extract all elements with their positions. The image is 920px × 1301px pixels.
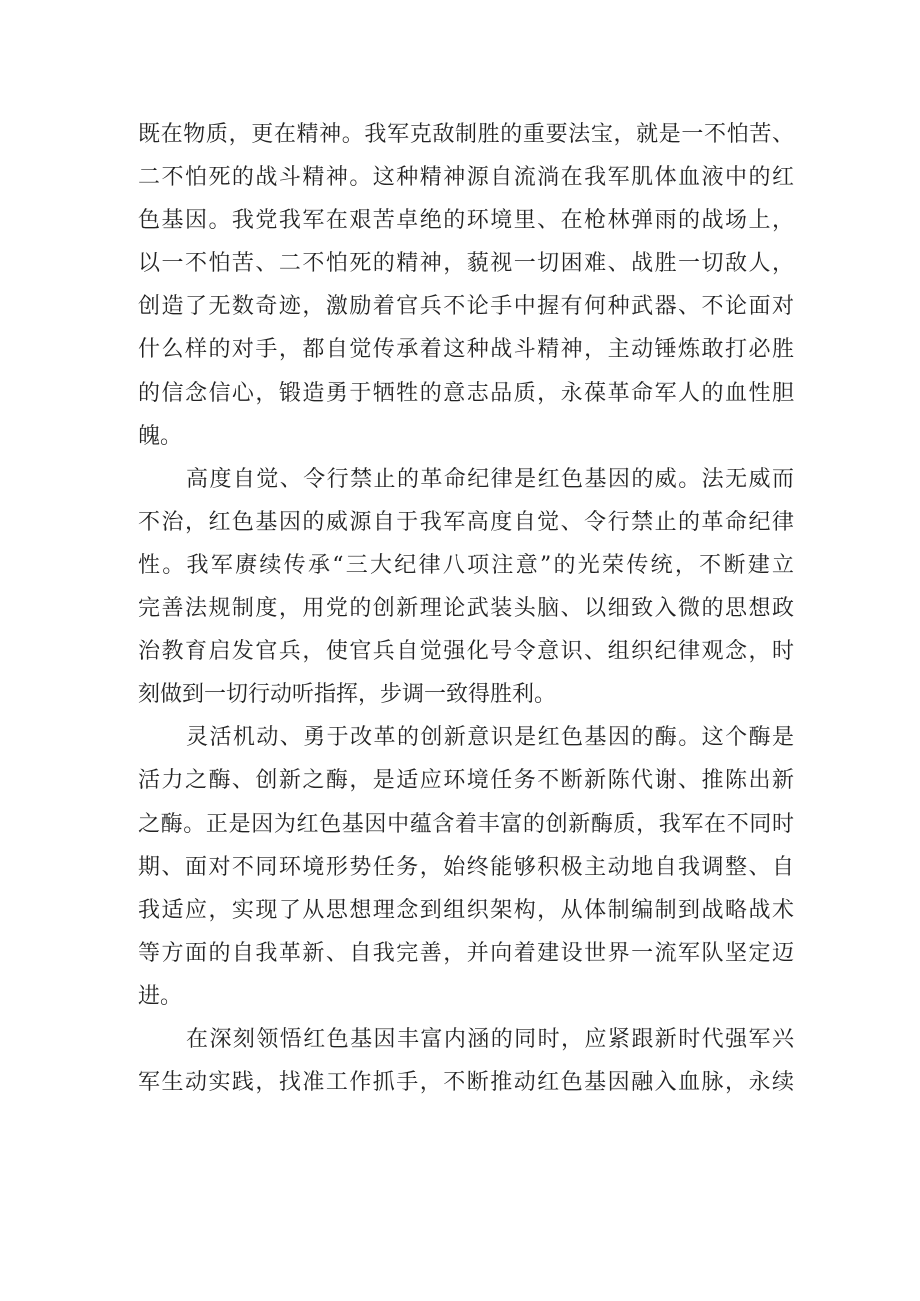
text-line: 高度自觉、令行禁止的革命纪律是红色基因的威。法无威而 [186,466,794,492]
text-line: 刻做到一切行动听指挥，步调一致得胜利。 [138,682,557,708]
text-line: 进。 [138,983,183,1009]
text-line: 完善法规制度，用党的创新理论武装头脑、以细致入微的思想政 [138,596,794,622]
text-line: 之酶。正是因为红色基因中蕴含着丰富的创新酶质，我军在不同时 [138,811,794,837]
text-line: 期、面对不同环境形势任务，始终能够积极主动地自我调整、自 [138,854,794,880]
text-line: 以一不怕苦、二不怕死的精神，藐视一切困难、战胜一切敌人， [138,251,794,277]
text-line: 等方面的自我革新、自我完善，并向着建设世界一流军队坚定迈 [138,940,794,966]
text-line: 活力之酶、创新之酶，是适应环境任务不断新陈代谢、推陈出新 [138,768,794,794]
paragraph-3 [138,716,794,1018]
text-line: 性。我军赓续传承“三大纪律八项注意”的光荣传统，不断建立 [138,552,794,578]
paragraph-4 [138,1018,794,1104]
text-line: 既在物质，更在精神。我军克敌制胜的重要法宝，就是一不怕苦、 [138,122,794,147]
text-line: 什么样的对手，都自觉传承着这种战斗精神，主动锤炼敢打必胜 [138,337,794,363]
text-line: 的信念信心，锻造勇于牺牲的意志品质，永葆革命军人的血性胆 [138,380,794,406]
text-line: 我适应，实现了从思想理念到组织架构，从体制编制到战略战术 [138,897,794,923]
paragraph-2 [138,458,794,717]
text-line: 色基因。我党我军在艰苦卓绝的环境里、在枪林弹雨的战场上， [138,208,794,234]
text-line: 军生动实践，找准工作抓手，不断推动红色基因融入血脉，永续 [138,1070,794,1096]
body-text [138,113,794,1104]
text-line: 灵活机动、勇于改革的创新意识是红色基因的酶。这个酶是 [186,725,794,751]
text-line: 创造了无数奇迹，激励着官兵不论手中握有何种武器、不论面对 [138,294,794,320]
text-line: 治教育启发官兵，使官兵自觉强化号令意识、组织纪律观念，时 [138,639,794,665]
text-line: 魄。 [138,423,183,449]
text-line: 在深刻领悟红色基因丰富内涵的同时，应紧跟新时代强军兴 [186,1026,794,1052]
paragraph-1 [138,113,794,458]
text-line: 不治，红色基因的威源自于我军高度自觉、令行禁止的革命纪律 [138,509,794,535]
text-line: 二不怕死的战斗精神。这种精神源自流淌在我军肌体血液中的红 [138,165,794,191]
